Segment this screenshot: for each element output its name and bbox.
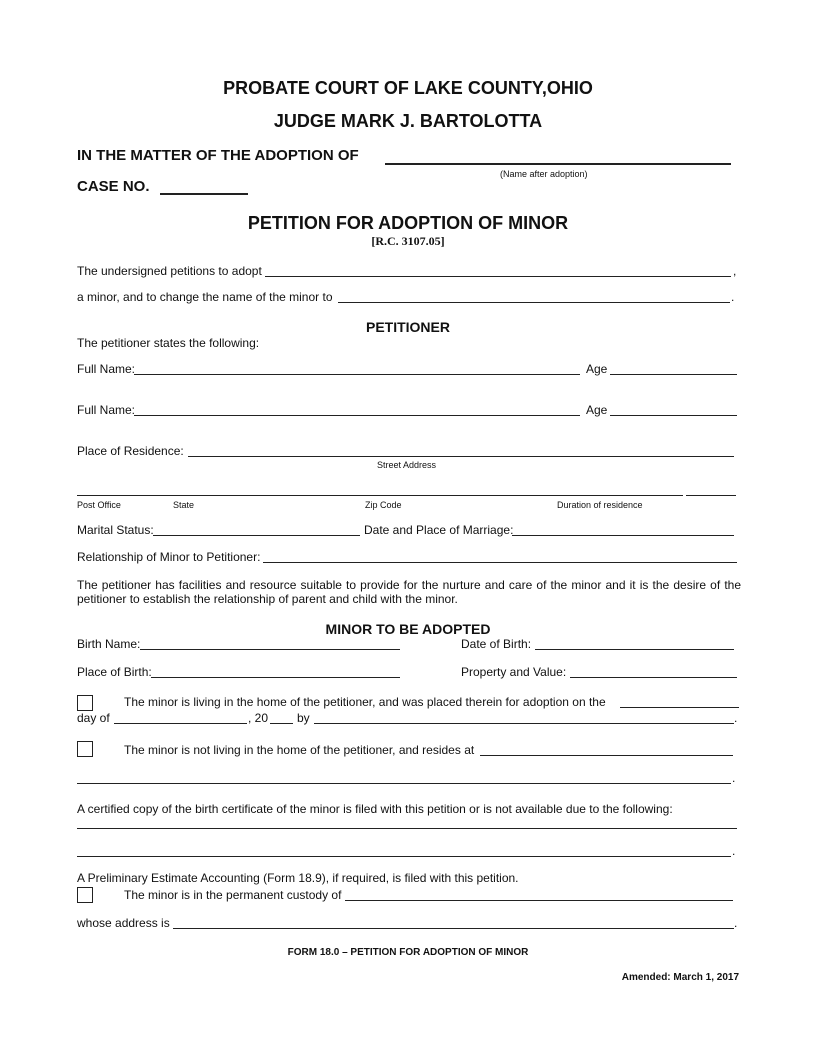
facilities-statement: The petitioner has facilities and resource suitable to provide for the nurture and care of the minor and it is the desire of the petitioner to establish the relationship of parent and child with the minor. (77, 578, 741, 606)
change-name-label: a minor, and to change the name of the minor to (77, 290, 333, 304)
day-of-label: day of (77, 711, 110, 725)
marital-status-label: Marital Status: (77, 523, 154, 537)
placement-year-field[interactable] (270, 723, 293, 724)
whose-address-label: whose address is (77, 916, 170, 930)
relationship-label: Relationship of Minor to Petitioner: (77, 550, 261, 564)
form-footer-title: FORM 18.0 – PETITION FOR ADOPTION OF MINOR (287, 947, 529, 958)
post-office-state-zip-field[interactable] (77, 495, 683, 496)
street-address-field[interactable] (188, 456, 734, 457)
preliminary-estimate-label: A Preliminary Estimate Accounting (Form 18.9), if required, is filed with this petition. (77, 871, 519, 885)
relationship-field[interactable] (263, 562, 737, 563)
age-label-2: Age (586, 403, 608, 417)
court-title: PROBATE COURT OF LAKE COUNTY,OHIO (223, 78, 593, 98)
name-after-adoption-hint: (Name after adoption) (500, 169, 588, 179)
statute-reference: [R.C. 3107.05] (371, 234, 445, 248)
marital-status-field[interactable] (153, 535, 360, 536)
dob-field[interactable] (535, 649, 734, 650)
case-no-label: CASE NO. (77, 178, 150, 195)
adopt-minor-field[interactable] (265, 276, 731, 277)
period: . (734, 711, 738, 725)
birth-certificate-reason-field-2[interactable] (77, 856, 731, 857)
petitioner-section-title: PETITIONER (365, 319, 450, 335)
case-no-field[interactable] (160, 193, 248, 195)
adoptee-name-field[interactable] (385, 163, 731, 165)
placement-month-field[interactable] (114, 723, 247, 724)
permanent-custody-checkbox[interactable] (77, 887, 93, 903)
custody-label: The minor is in the permanent custody of (124, 888, 342, 902)
placement-date-field[interactable] (620, 707, 739, 708)
adoption-matter-label: IN THE MATTER OF THE ADOPTION OF (77, 147, 359, 164)
resides-at-field-2[interactable] (77, 783, 731, 784)
living-in-home-checkbox[interactable] (77, 695, 93, 711)
placed-by-field[interactable] (314, 723, 734, 724)
states-following-label: The petitioner states the following: (77, 336, 260, 350)
place-of-birth-label: Place of Birth: (77, 665, 152, 679)
not-living-checkbox[interactable] (77, 741, 93, 757)
year-prefix: , 20 (248, 711, 269, 725)
petition-title: PETITION FOR ADOPTION OF MINOR (247, 213, 569, 233)
living-in-home-label: The minor is living in the home of the petitioner, and was placed therein for adoption on the (124, 695, 606, 709)
duration-hint: Duration of residence (557, 500, 643, 510)
property-field[interactable] (570, 677, 737, 678)
zip-code-hint: Zip Code (365, 500, 402, 510)
age-label-1: Age (586, 362, 608, 376)
residence-label: Place of Residence: (77, 444, 184, 458)
new-name-field[interactable] (338, 302, 730, 303)
full-name-label-2: Full Name: (77, 403, 136, 417)
dob-label: Date of Birth: (461, 637, 532, 651)
marriage-label: Date and Place of Marriage: (364, 523, 514, 537)
street-address-hint: Street Address (377, 460, 437, 470)
petition-to-adopt-label: The undersigned petitions to adopt (77, 264, 262, 278)
age-field-2[interactable] (610, 415, 737, 416)
birth-certificate-reason-field-1[interactable] (77, 828, 737, 829)
full-name-field-1[interactable] (134, 374, 580, 375)
post-office-hint: Post Office (77, 500, 121, 510)
judge-name: JUDGE MARK J. BARTOLOTTA (273, 111, 543, 131)
amended-date: Amended: March 1, 2017 (621, 972, 739, 983)
period: . (732, 844, 736, 858)
birth-certificate-label: A certified copy of the birth certificate of the minor is filed with this petition or is not available due to the following: (77, 802, 673, 816)
not-living-label: The minor is not living in the home of the petitioner, and resides at (124, 743, 475, 757)
period: . (734, 916, 738, 930)
custodian-address-field[interactable] (173, 928, 734, 929)
full-name-label-1: Full Name: (77, 362, 136, 376)
period: . (732, 771, 736, 785)
custody-of-field[interactable] (345, 900, 733, 901)
age-field-1[interactable] (610, 374, 737, 375)
period: . (731, 290, 735, 304)
minor-section-title: MINOR TO BE ADOPTED (325, 621, 491, 637)
state-hint: State (173, 500, 195, 510)
birth-name-label: Birth Name: (77, 637, 141, 651)
duration-field[interactable] (686, 495, 736, 496)
property-label: Property and Value: (461, 665, 567, 679)
full-name-field-2[interactable] (134, 415, 580, 416)
by-label: by (297, 711, 310, 725)
resides-at-field[interactable] (480, 755, 733, 756)
birth-name-field[interactable] (140, 649, 400, 650)
marriage-field[interactable] (512, 535, 734, 536)
comma: , (733, 264, 737, 278)
place-of-birth-field[interactable] (151, 677, 400, 678)
